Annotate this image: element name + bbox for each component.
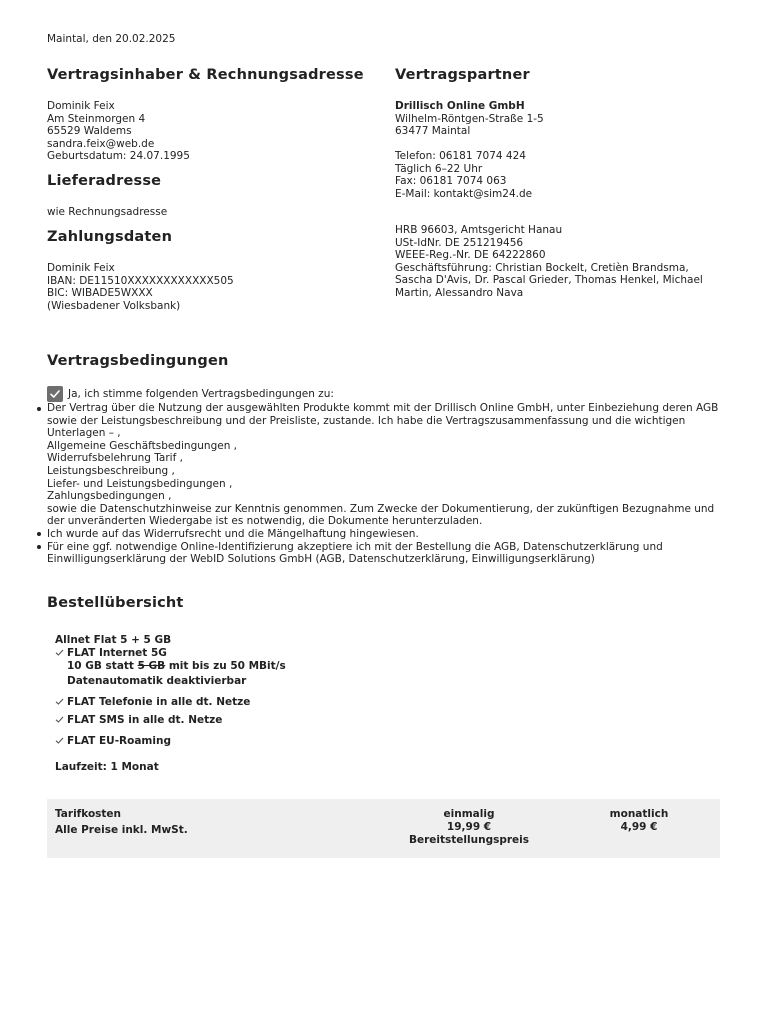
- partner-hrb: HRB 96603, Amtsgericht Hanau: [395, 224, 563, 236]
- feature-sms-label: FLAT SMS in alle dt. Netze: [67, 714, 223, 726]
- order-feature-roaming: [55, 735, 171, 748]
- price-vat-note: Alle Preise inkl. MwSt.: [55, 824, 188, 836]
- tick-icon: [55, 697, 64, 706]
- partner-title: Vertragspartner: [395, 67, 530, 83]
- payment-iban: IBAN: DE11510XXXXXXXXXXXX505: [47, 274, 234, 287]
- order-feature-internet: [55, 647, 286, 688]
- order-term: Laufzeit: 1 Monat: [55, 761, 159, 773]
- holder-street: Am Steinmorgen 4: [47, 112, 146, 125]
- order-title: Bestellübersicht: [47, 595, 184, 611]
- link-lieferbedingungen[interactable]: Liefer- und Leistungsbedingungen ,: [47, 477, 233, 490]
- price-once: [389, 808, 549, 847]
- link-widerrufsbelehrung[interactable]: Widerrufsbelehrung Tarif ,: [47, 452, 183, 465]
- price-summary: [47, 799, 720, 858]
- internet-volume-old: 5 GB: [137, 660, 166, 672]
- document-date: Maintal, den 20.02.2025: [47, 33, 176, 45]
- partner-hours: Täglich 6–22 Uhr: [395, 162, 483, 175]
- payment-bank: (Wiesbadener Volksbank): [47, 299, 181, 312]
- partner-contact: [395, 150, 532, 200]
- holder-name: Dominik Feix: [47, 100, 115, 112]
- partner-vat: USt-IdNr. DE 251219456: [395, 236, 524, 249]
- terms-checkbox-label: Ja, ich stimme folgenden Vertragsbedingungen zu:: [68, 388, 334, 400]
- internet-volume-prefix: 10 GB statt: [67, 660, 138, 672]
- partner-company: Drillisch Online GmbH: [395, 100, 525, 112]
- order-feature-telefonie: [55, 696, 250, 709]
- partner-address: [395, 100, 544, 138]
- internet-label: FLAT Internet 5G: [67, 647, 167, 659]
- terms-item-identification-line: Für eine ggf. notwendige Online-Identifizierung akzeptiere ich mit der Bestellung die AGB, Datenschutzerklärung und: [47, 540, 663, 553]
- price-once-desc: Bereitstellungspreis: [408, 834, 529, 846]
- partner-management-2: Sascha D'Avis, Dr. Pascal Grieder, Thomas Henkel, Michael: [395, 274, 703, 287]
- link-agb[interactable]: Allgemeine Geschäftsbedingungen ,: [47, 439, 238, 452]
- partner-weee: WEEE-Reg.-Nr. DE 64222860: [395, 249, 546, 262]
- payment-title: Zahlungsdaten: [47, 229, 173, 245]
- partner-city: 63477 Maintal: [395, 125, 471, 138]
- payment-bic: BIC: WIBADE5WXXX: [47, 287, 153, 300]
- partner-phone: Telefon: 06181 7074 424: [395, 150, 526, 162]
- holder-city: 65529 Waldems: [47, 125, 132, 138]
- order-feature-sms: [55, 714, 222, 727]
- terms-checkbox[interactable]: [47, 386, 63, 402]
- partner-management-3: Martin, Alessandro Nava: [395, 286, 524, 299]
- feature-telefonie-label: FLAT Telefonie in alle dt. Netze: [67, 696, 251, 708]
- terms-item-contract-line: sowie der Leistungsbeschreibung und der Preisliste, zustande. Ich habe die Vertragszusammenfassung und die wichtigen: [47, 414, 686, 427]
- tick-icon: [55, 715, 64, 724]
- partner-street: Wilhelm-Röntgen-Straße 1-5: [395, 112, 544, 125]
- holder-title: Vertragsinhaber & Rechnungsadresse: [47, 67, 364, 83]
- terms-consent[interactable]: [47, 386, 334, 402]
- terms-item-contract-line: sowie die Datenschutzhinweise zur Kenntnis genommen. Zum Zwecke der Dokumentierung, der zukünftigen Bezugnahme und: [47, 502, 715, 515]
- payment-name: Dominik Feix: [47, 262, 115, 274]
- price-once-value: 19,99 €: [446, 821, 492, 833]
- holder-address: [47, 100, 190, 163]
- feature-roaming-label: FLAT EU-Roaming: [67, 735, 171, 747]
- checkmark-icon: [49, 388, 61, 400]
- terms-item-contract: [47, 402, 737, 528]
- tick-icon: [55, 648, 64, 657]
- tick-icon: [55, 736, 64, 745]
- internet-volume: [55, 660, 286, 673]
- terms-list: [47, 402, 737, 566]
- delivery-text: wie Rechnungsadresse: [47, 206, 168, 218]
- price-label: Tarifkosten: [55, 808, 122, 820]
- partner-fax: Fax: 06181 7074 063: [395, 175, 507, 188]
- link-leistungsbeschreibung[interactable]: Leistungsbeschreibung ,: [47, 464, 175, 477]
- partner-email: E-Mail: kontakt@sim24.de: [395, 187, 533, 200]
- holder-birthdate: Geburtsdatum: 24.07.1995: [47, 150, 190, 163]
- price-monthly-header: monatlich: [609, 808, 669, 820]
- link-zahlungsbedingungen[interactable]: Zahlungsbedingungen ,: [47, 490, 172, 503]
- internet-volume-suffix: mit bis zu 50 MBit/s: [165, 660, 286, 672]
- terms-title: Vertragsbedingungen: [47, 353, 229, 369]
- terms-item-contract-line: Der Vertrag über die Nutzung der ausgewählten Produkte kommt mit der Drillisch Online GmbH, unter Einbeziehung deren AGB: [47, 402, 719, 414]
- partner-management-1: Geschäftsführung: Christian Bockelt, Cretièn Brandsma,: [395, 261, 689, 274]
- price-once-header: einmalig: [443, 808, 495, 820]
- terms-item-identification: [47, 541, 737, 566]
- holder-email: sandra.feix@web.de: [47, 137, 155, 150]
- terms-item-identification-line: Einwilligungserklärung der WebID Solutions GmbH (AGB, Datenschutzerklärung, Einwilligungserklärung): [47, 553, 595, 566]
- terms-item-withdrawal: Ich wurde auf das Widerrufsrecht und die Mängelhaftung hingewiesen.: [47, 528, 737, 541]
- internet-note: Datenautomatik deaktivierbar: [67, 675, 247, 687]
- terms-item-contract-line: Unterlagen – ,: [47, 427, 121, 440]
- payment-details: [47, 262, 234, 312]
- price-monthly: [579, 808, 699, 834]
- partner-legal: [395, 224, 703, 300]
- terms-item-contract-line: der unveränderten Wiedergabe ist es notwendig, die Dokumente herunterzuladen.: [47, 515, 483, 528]
- price-monthly-value: 4,99 €: [620, 821, 658, 833]
- order-tariff: Allnet Flat 5 + 5 GB: [55, 634, 172, 646]
- delivery-title: Lieferadresse: [47, 173, 162, 189]
